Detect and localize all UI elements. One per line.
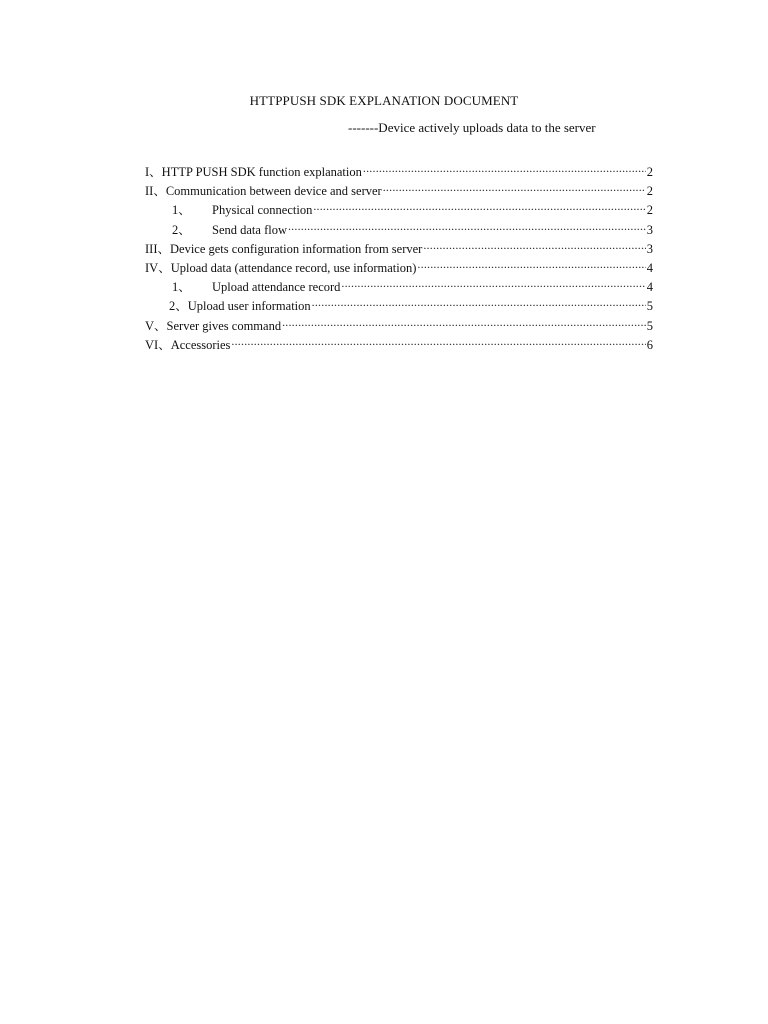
toc-entry-page: 3 <box>646 222 653 237</box>
toc-dot-leader <box>417 260 645 272</box>
toc-dot-leader <box>383 183 646 195</box>
toc-entry-label: Physical connection <box>212 203 313 218</box>
toc-entry-label: I、HTTP PUSH SDK function explanation <box>145 165 362 179</box>
toc-entry-4[interactable] <box>145 258 653 277</box>
toc-entry-page: 4 <box>646 280 653 295</box>
toc-dot-leader <box>313 202 645 214</box>
toc-dot-leader <box>282 318 646 330</box>
document-subtitle: -------Device actively uploads data to the server <box>348 120 596 135</box>
document-title: HTTPPUSH SDK EXPLANATION DOCUMENT <box>249 93 519 108</box>
toc-entry-label: V、Server gives command <box>145 318 282 333</box>
toc-dot-leader <box>363 164 646 176</box>
toc-entry-page: 3 <box>646 241 653 256</box>
toc-entry-1[interactable] <box>145 162 653 181</box>
toc-entry-page: 6 <box>646 337 653 352</box>
toc-dot-leader <box>288 222 646 234</box>
toc-entry-5[interactable] <box>145 316 653 335</box>
toc-dot-leader <box>231 337 645 349</box>
toc-entry-label: 2、Upload user information <box>169 299 311 314</box>
toc-entry-2[interactable] <box>145 181 653 200</box>
toc-entry-4-1[interactable] <box>145 277 653 296</box>
toc-dot-leader <box>341 279 645 291</box>
toc-entry-number: 1、 <box>172 203 191 218</box>
toc-entry-3[interactable] <box>145 239 653 258</box>
toc-entry-label: Upload attendance record <box>212 280 341 295</box>
toc-entry-page: 2 <box>646 184 653 199</box>
toc-entry-page: 5 <box>646 318 653 333</box>
toc-entry-2-2[interactable] <box>145 220 653 239</box>
toc-entry-6[interactable] <box>145 335 653 354</box>
toc-dot-leader <box>312 298 646 310</box>
toc-entry-page: 4 <box>646 260 653 275</box>
toc-entry-label: VI、Accessories <box>145 337 231 352</box>
toc-entry-page: 2 <box>646 165 653 179</box>
toc-entry-label: II、Communication between device and server <box>145 184 382 199</box>
toc-entry-number: 1、 <box>172 280 191 295</box>
toc-entry-4-2[interactable] <box>145 296 653 315</box>
toc-entry-label: Send data flow <box>212 222 287 237</box>
toc-entry-label: III、Device gets configuration information from server <box>145 241 423 256</box>
toc-entry-label: IV、Upload data (attendance record, use information) <box>145 260 417 275</box>
toc-entry-page: 2 <box>646 203 653 218</box>
toc-entry-number: 2、 <box>172 222 191 237</box>
toc-entry-page: 5 <box>646 299 653 314</box>
toc-dot-leader <box>423 241 645 253</box>
table-of-contents <box>145 162 653 354</box>
toc-entry-2-1[interactable] <box>145 200 653 219</box>
